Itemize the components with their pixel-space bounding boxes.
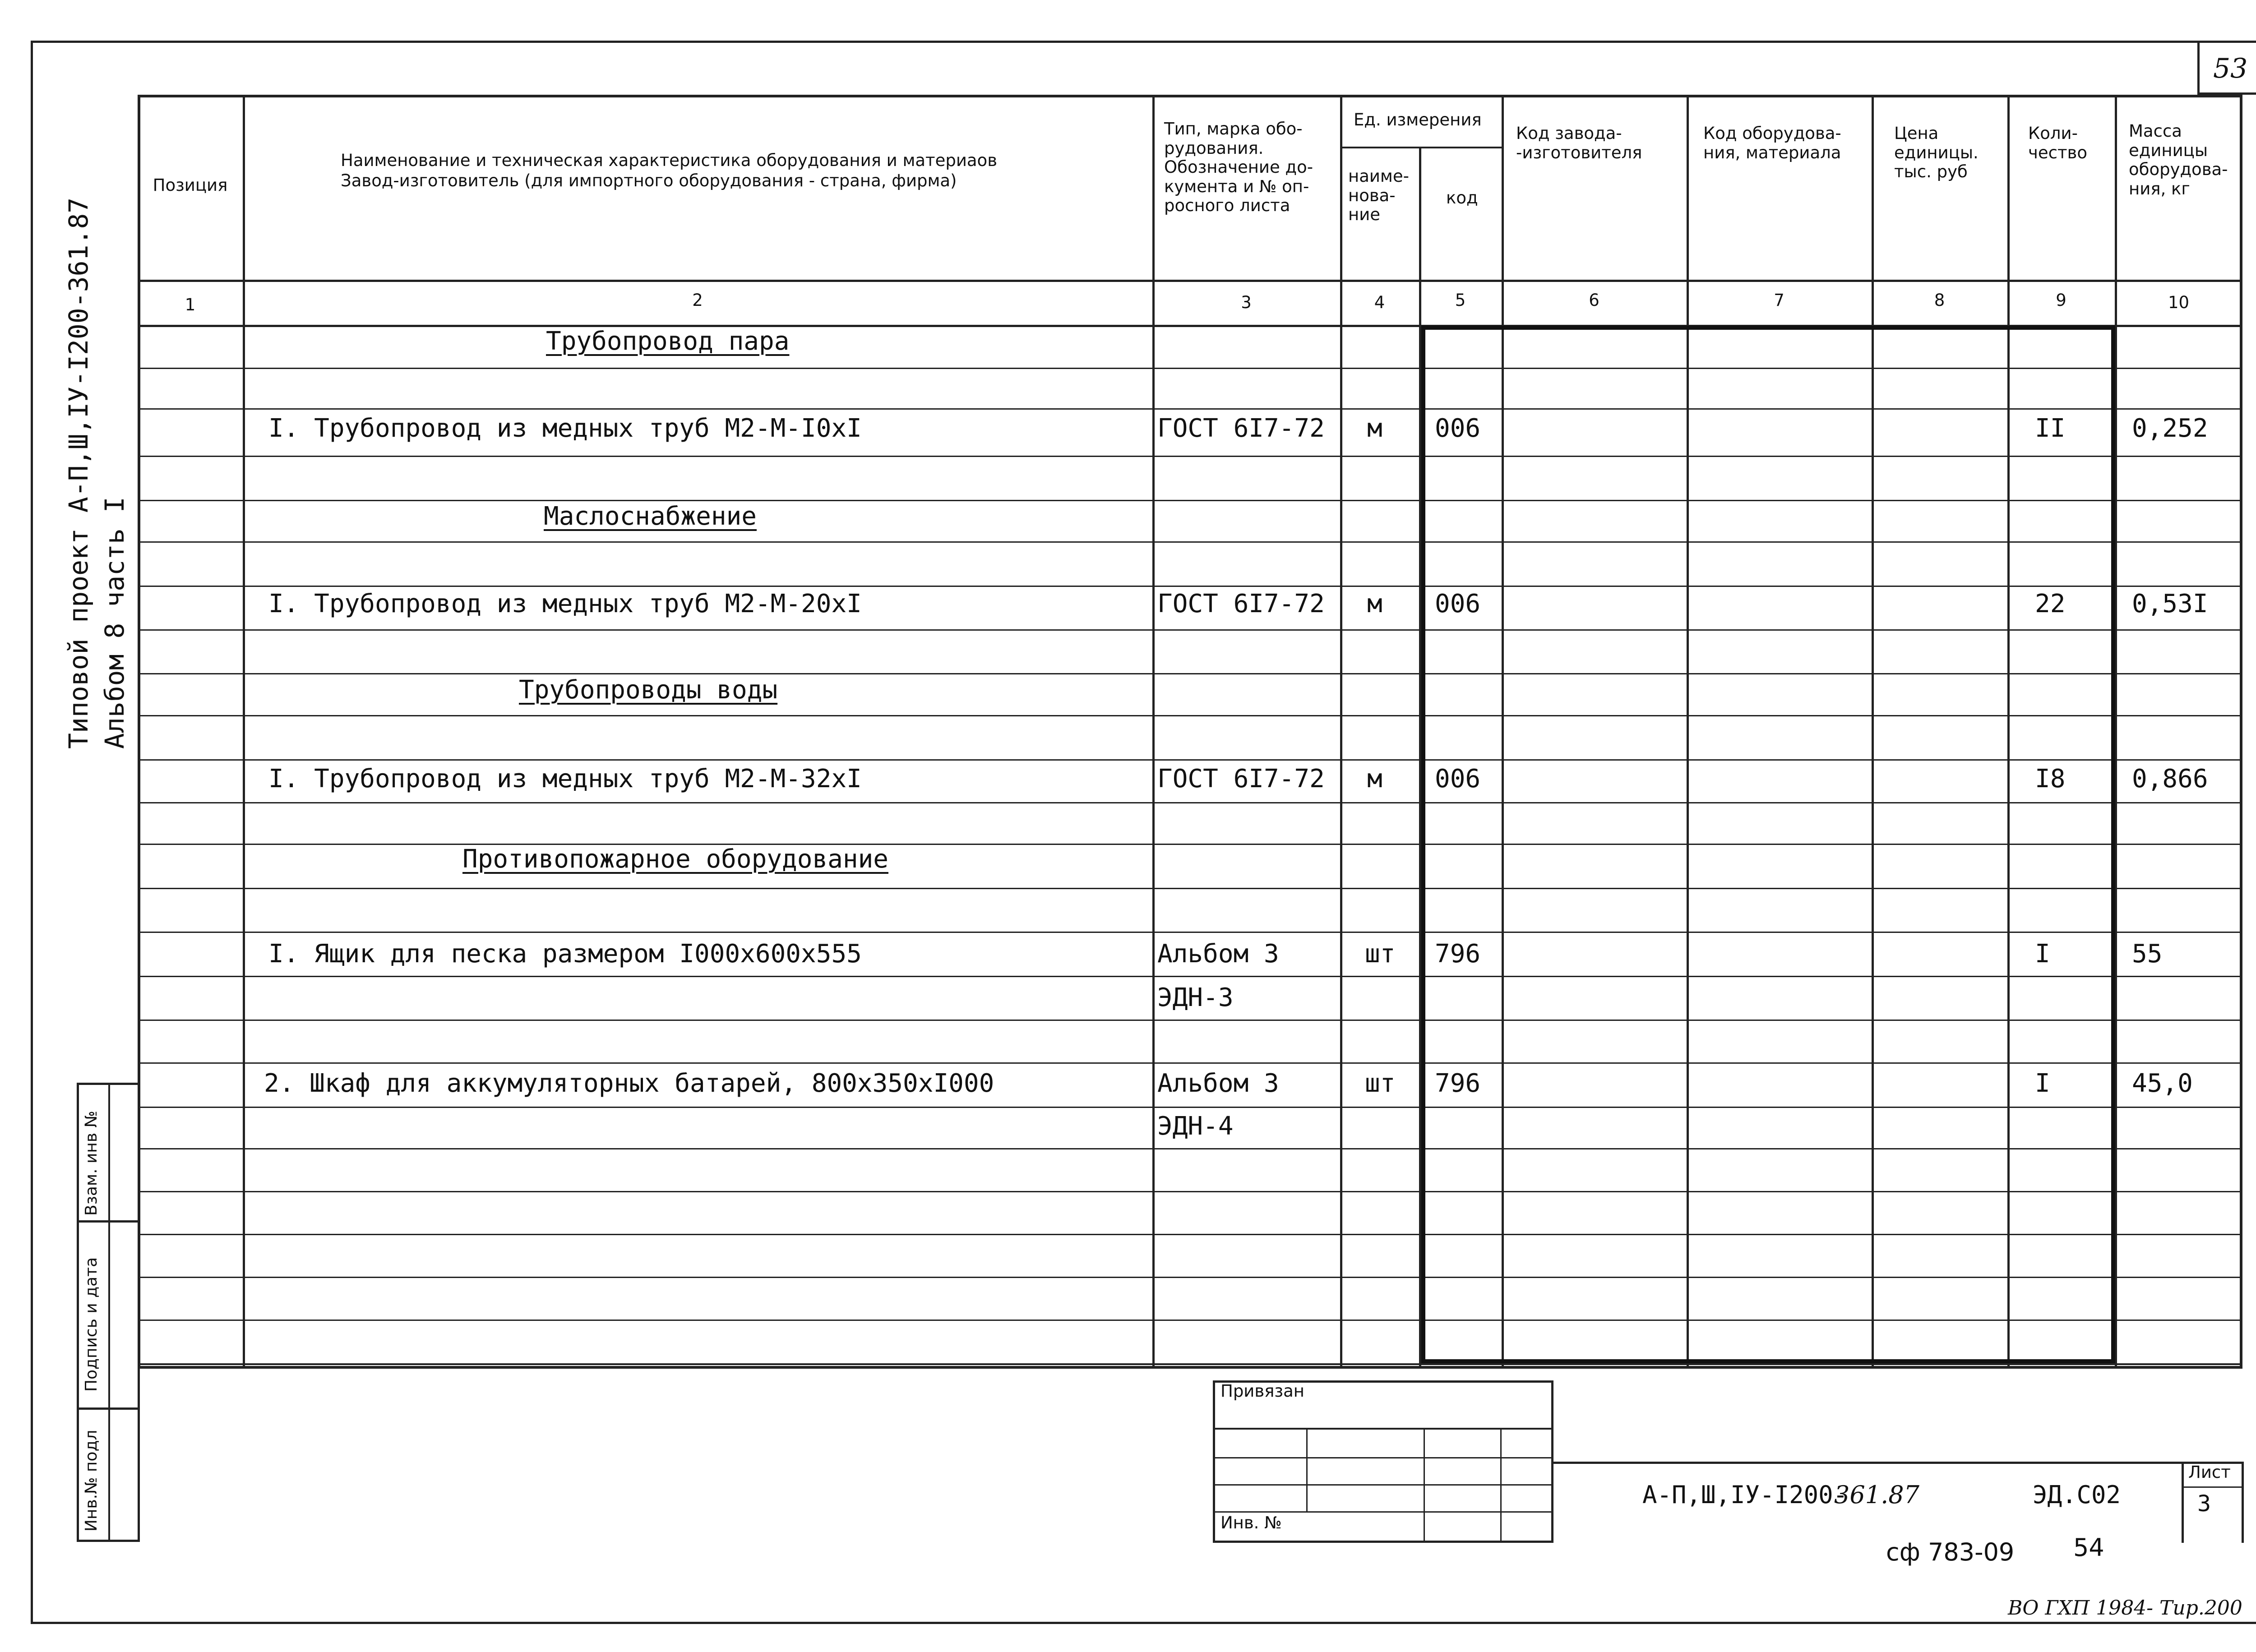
page-number: 53 — [2213, 53, 2248, 84]
item-type: ЭДН-3 — [1157, 983, 1234, 1012]
col-number: 8 — [1934, 291, 1945, 310]
bottom-note: ВО ГХП 1984- Тир.200 — [2008, 1597, 2242, 1620]
col-number: 9 — [2056, 291, 2066, 310]
bold-box — [1421, 326, 2115, 1363]
item-mass: 0,866 — [2132, 764, 2208, 794]
header-unit-name: наиме- нова- ние — [1348, 166, 1409, 225]
item-name: I. Трубопровод из медных труб М2-М-32xI — [268, 764, 862, 794]
stamp-sheet-label: Лист — [2188, 1463, 2231, 1482]
col-number: 5 — [1455, 291, 1466, 310]
item-unit: м — [1367, 414, 1382, 443]
side-stamp-inv-podl: Инв.№ подл — [82, 1430, 101, 1532]
header-name-line2: Завод-изготовитель (для импортного оборудования - страна, фирма) — [341, 171, 957, 190]
stamp-designation: А-П,Ш,ІУ-І200- — [1642, 1481, 1848, 1509]
col-number: 2 — [692, 291, 703, 310]
item-type: ГОСТ 6I7-72 — [1157, 589, 1325, 618]
side-stamp-vzam: Взам. инв № — [82, 1111, 101, 1216]
header-units: Ед. измерения — [1354, 110, 1482, 129]
project-title-vertical: Типовой проект А-П,Ш,ІУ-І200-361.87 — [63, 197, 94, 749]
item-type: Альбом 3 — [1157, 1069, 1279, 1098]
header-unit-code: код — [1446, 188, 1478, 208]
archive-number: сф 783-09 — [1886, 1538, 2015, 1566]
item-mass: 45,0 — [2132, 1069, 2193, 1098]
section-title: Маслоснабжение — [544, 502, 757, 531]
col-number: 10 — [2168, 293, 2190, 312]
item-type: ЭДН-4 — [1157, 1112, 1234, 1141]
item-mass: 0,252 — [2132, 414, 2208, 443]
archive-page: 54 — [2073, 1533, 2104, 1562]
header-factory-code: Код завода- -изготовителя — [1516, 124, 1642, 162]
item-qty: 22 — [2035, 589, 2066, 618]
item-name: I. Ящик для песка размером I000x600x555 — [268, 939, 862, 969]
stamp-doc-code: ЭД.С02 — [2033, 1481, 2121, 1509]
header-type: Тип, марка обо- рудования. Обозначение до- кумента и № оп- росного листа — [1164, 119, 1313, 216]
header-quantity: Коли- чество — [2028, 124, 2087, 162]
item-type: ГОСТ 6I7-72 — [1157, 414, 1325, 443]
item-code: 006 — [1435, 764, 1481, 794]
stamp-inv-no: Инв. № — [1220, 1513, 1282, 1532]
item-mass: 55 — [2132, 939, 2163, 969]
col-number: 4 — [1374, 293, 1385, 312]
item-qty: I — [2035, 1069, 2050, 1098]
item-unit: шт — [1365, 939, 1396, 969]
item-type: ГОСТ 6I7-72 — [1157, 764, 1325, 794]
item-name: I. Трубопровод из медных труб М2-М-20xI — [268, 589, 862, 618]
item-qty: I — [2035, 939, 2050, 969]
header-position: Позиция — [153, 175, 228, 195]
item-code: 796 — [1435, 939, 1481, 969]
side-stamp-podpis: Подпись и дата — [82, 1257, 101, 1392]
section-title: Трубопровод пара — [546, 327, 790, 356]
header-equipment-code: Код оборудова- ния, материала — [1703, 124, 1841, 162]
item-unit: шт — [1365, 1069, 1396, 1098]
col-number: 3 — [1241, 293, 1252, 312]
header-mass: Масса единицы оборудова- ния, кг — [2129, 121, 2228, 198]
item-name: I. Трубопровод из медных труб М2-М-I0xI — [268, 414, 862, 443]
item-qty: II — [2035, 414, 2066, 443]
header-price: Цена единицы. тыс. руб — [1894, 124, 1979, 182]
item-code: 796 — [1435, 1069, 1481, 1098]
item-qty: I8 — [2035, 764, 2066, 794]
item-code: 006 — [1435, 414, 1481, 443]
header-name-line1: Наименование и техническая характеристика оборудования и материаов — [341, 151, 997, 170]
item-name: 2. Шкаф для аккумуляторных батарей, 800x350xI000 — [264, 1069, 994, 1098]
section-title: Трубопроводы воды — [519, 675, 778, 705]
col-number: 1 — [185, 295, 196, 314]
item-code: 006 — [1435, 589, 1481, 618]
item-mass: 0,53I — [2132, 589, 2208, 618]
section-title: Противопожарное оборудование — [462, 844, 889, 874]
col-number: 7 — [1774, 291, 1784, 310]
stamp-privyazan: Привязан — [1220, 1381, 1304, 1401]
stamp-designation-hand: 361.87 — [1834, 1481, 1919, 1509]
stamp-sheet-value: 3 — [2197, 1490, 2211, 1517]
item-unit: м — [1367, 764, 1382, 794]
item-unit: м — [1367, 589, 1382, 618]
col-number: 6 — [1589, 291, 1600, 310]
album-title-vertical: Альбом 8 часть I — [99, 497, 130, 749]
item-type: Альбом 3 — [1157, 939, 1279, 969]
